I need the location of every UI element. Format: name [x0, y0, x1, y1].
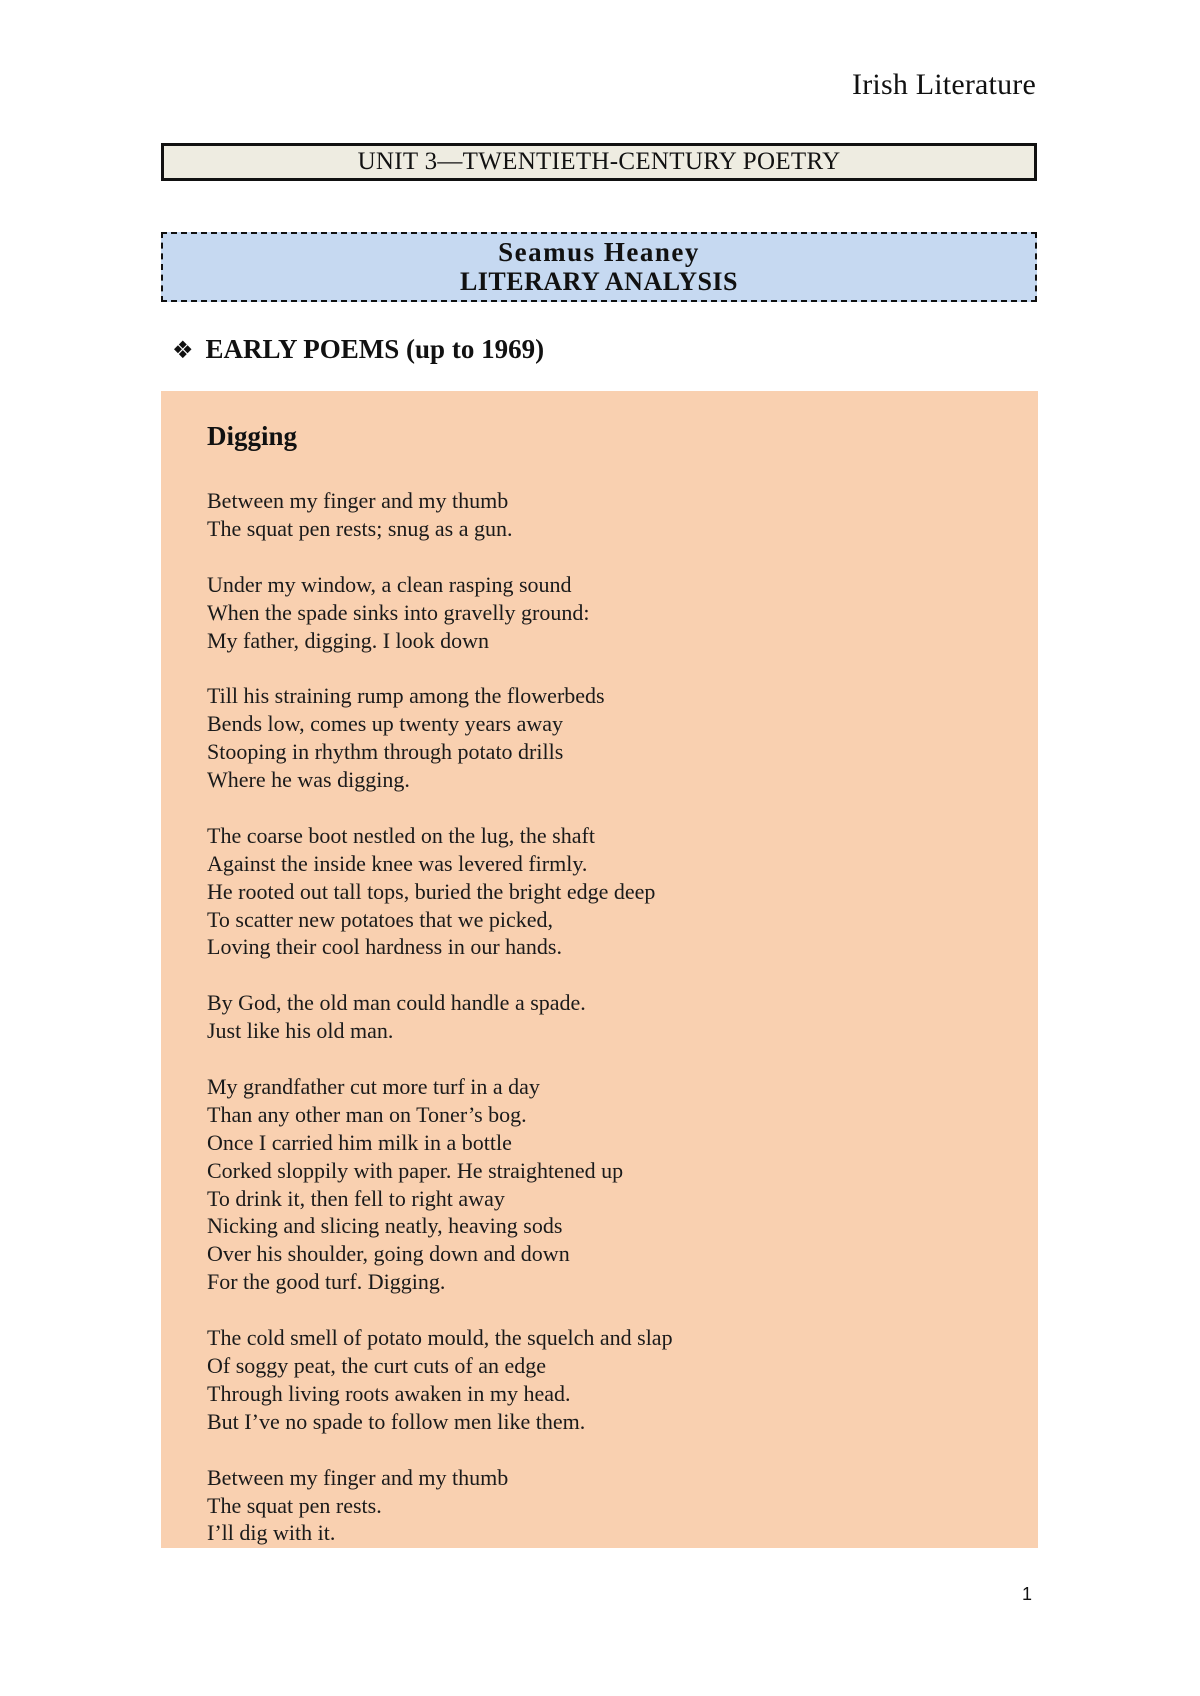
poem-stanza: [207, 1073, 673, 1296]
poem-line: But I’ve no spade to follow men like them.: [207, 1408, 586, 1434]
unit-title: UNIT 3—TWENTIETH-CENTURY POETRY: [357, 148, 841, 175]
author-subtitle: LITERARY ANALYSIS: [459, 267, 739, 296]
poem-line: Till his straining rump among the flowerbeds: [207, 683, 605, 709]
poem-stanza: [207, 571, 673, 655]
poem-stanza: [207, 487, 673, 543]
poem-stanza: [207, 822, 673, 962]
section-heading-text: EARLY POEMS (up to 1969): [205, 334, 545, 364]
poem-line: He rooted out tall tops, buried the bright edge deep: [207, 878, 656, 904]
poem-line: Where he was digging.: [207, 767, 410, 793]
poem-line: Between my finger and my thumb: [207, 488, 509, 513]
poem-line: Than any other man on Toner’s bog.: [207, 1101, 527, 1127]
poem-line: For the good turf. Digging.: [207, 1269, 446, 1295]
poem-line: The squat pen rests.: [207, 1492, 382, 1518]
poem-line: The cold smell of potato mould, the squelch and slap: [207, 1325, 673, 1351]
poem-line: Just like his old man.: [207, 1018, 394, 1044]
poem-line: Against the inside knee was levered firmly.: [207, 850, 588, 876]
page-number: 1: [1022, 1584, 1033, 1604]
poem-line: I’ll dig with it.: [207, 1520, 336, 1546]
unit-title-box: [161, 143, 1037, 181]
poem-line: Between my finger and my thumb: [207, 1464, 509, 1490]
poem-line: Bends low, comes up twenty years away: [207, 711, 563, 737]
poem-line: By God, the old man could handle a spade.: [207, 990, 586, 1016]
poem-line: To scatter new potatoes that we picked,: [207, 906, 554, 932]
diamond-bullet-icon: ❖: [172, 335, 194, 364]
poem-line: Loving their cool hardness in our hands.: [207, 934, 562, 960]
poem-box: [161, 391, 1038, 1548]
page-header-title: Irish Literature: [852, 68, 1036, 101]
section-heading: [172, 334, 544, 365]
poem-line: Under my window, a clean rasping sound: [207, 571, 572, 597]
poem-line: The coarse boot nestled on the lug, the shaft: [207, 822, 595, 848]
poem-stanza: [207, 682, 673, 794]
poem-line: To drink it, then fell to right away: [207, 1185, 505, 1211]
poem-line: The squat pen rests; snug as a gun.: [207, 515, 513, 541]
poem-stanza: [207, 1464, 673, 1548]
poem-line: Nicking and slicing neatly, heaving sods: [207, 1213, 563, 1239]
poem-line: Once I carried him milk in a bottle: [207, 1129, 512, 1155]
poem-line: Over his shoulder, going down and down: [207, 1241, 570, 1267]
poem-title: Digging: [207, 421, 298, 451]
author-box: [161, 232, 1037, 302]
poem-line: My father, digging. I look down: [207, 627, 490, 653]
poem-stanza: [207, 989, 673, 1045]
poem-line: My grandfather cut more turf in a day: [207, 1073, 540, 1099]
poem-stanza: [207, 1324, 673, 1436]
poem-line: Of soggy peat, the curt cuts of an edge: [207, 1353, 547, 1378]
poem-line: Corked sloppily with paper. He straightened up: [207, 1157, 624, 1183]
poem-body: [207, 487, 673, 1575]
poem-line: When the spade sinks into gravelly ground:: [207, 599, 590, 625]
poem-line: Stooping in rhythm through potato drills: [207, 739, 564, 765]
poem-line: Through living roots awaken in my head.: [207, 1380, 571, 1406]
author-name: Seamus Heaney: [498, 237, 700, 267]
